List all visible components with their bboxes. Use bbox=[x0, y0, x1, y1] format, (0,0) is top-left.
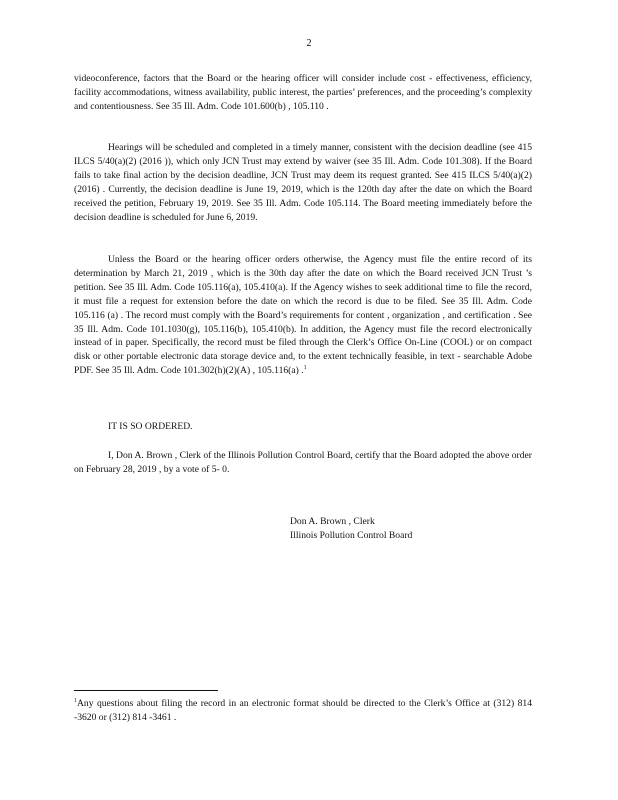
order-statement: IT IS SO ORDERED. bbox=[108, 421, 193, 432]
footnote-text: Any questions about filing the record in an electronic format should be directed to the Clerk’s Office at (312) 814 -3620 or (312) 814 -3461 . bbox=[74, 698, 532, 723]
clerk-certification: I, Don A. Brown , Clerk of the Illinois Pollution Control Board, certify that the Board adopted the above order on February 28, 2019 , by a vote of 5- 0. bbox=[74, 450, 532, 475]
paragraph-record bbox=[74, 253, 532, 378]
footnote-reference: 1 bbox=[303, 365, 307, 372]
page-number: 2 bbox=[306, 38, 312, 49]
signature-organization: Illinois Pollution Control Board bbox=[290, 530, 413, 541]
paragraph-hearings: Hearings will be scheduled and completed in a timely manner, consistent with the decision deadline (see 415 ILCS 5/40(a)(2) (2016 )), which only JCN Trust may extend by waiver (see 35 Ill. Adm. Code 101.308). If the Board fails to take final action by the decision deadline, JCN Trust may deem its request granted. See 415 ILCS 5/40(a)(2) (2016) . Currently, the decision deadline is June 19, 2019, which is the 120th day after the date on which the Board received the petition, February 19, 2019. See 35 Ill. Adm. Code 105.114. The Board meeting immediately before the decision deadline is scheduled for June 6, 2019. bbox=[74, 142, 532, 223]
signature-block bbox=[290, 515, 412, 543]
paragraph-continued: videoconference, factors that the Board or the hearing officer will consider include cost - effectiveness, efficiency, facility accommodations, witness availability, public interest, the parties’ preferences, and the proceeding’s complexity and contentiousness. See 35 Ill. Adm. Code 101.600(b) , 105.110 . bbox=[74, 73, 532, 112]
footnote bbox=[74, 697, 532, 724]
footnote-divider bbox=[74, 690, 218, 691]
paragraph-record-text: Unless the Board or the hearing officer orders otherwise, the Agency must file the entire record of its determination by March 21, 2019 , which is the 30th day after the date on which the Board received JCN Trust ’s petition. See 35 Ill. Adm. Code 105.116(a), 105.410(a). If the Agency wishes to seek additional time to file the record, it must file a request for extension before the date on which the record is due to be filed. See 35 Ill. Adm. Code 105.116 (a) . The record must comply with the Board’s requirements for content , organization , and certification . See 35 Ill. Adm. Code 101.1030(g), 105.116(b), 105.410(b). In addition, the Agency must file the record electronically instead of in paper. Specifically, the record must be filed through the Clerk’s Office On-Line (COOL) or on compact disk or other portable electronic data storage device and, to the extent technically feasible, in text - searchable Adobe PDF. See 35 Ill. Adm. Code 101.302(h)(2)(A) , 105.116(a) . bbox=[74, 254, 532, 377]
signature-name: Don A. Brown , Clerk bbox=[290, 516, 375, 527]
footnote-marker: 1 bbox=[74, 697, 77, 704]
